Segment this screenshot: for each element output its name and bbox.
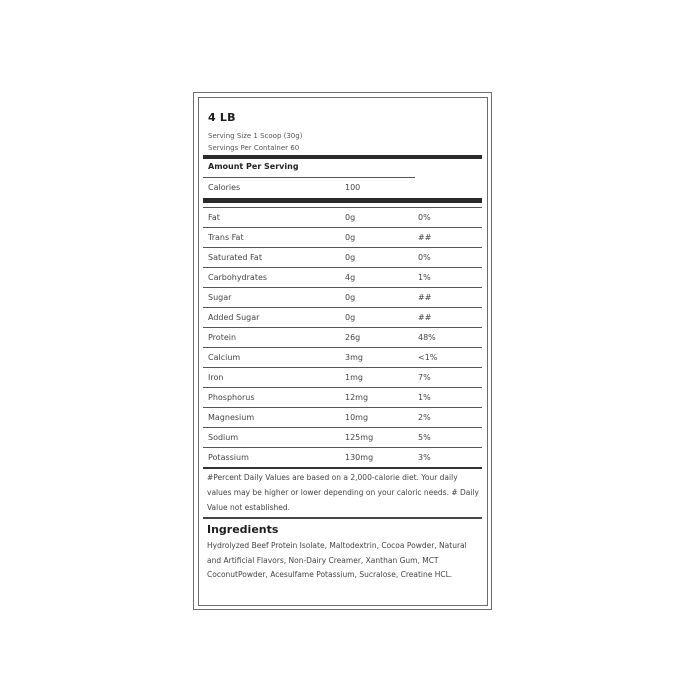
nutrient-daily-value: 0% xyxy=(418,253,431,262)
nutrient-daily-value: ## xyxy=(418,313,432,322)
nutrient-amount: 130mg xyxy=(345,453,374,462)
amount-underline xyxy=(203,177,415,178)
calories-label: Calories xyxy=(208,183,241,192)
nutrient-amount: 0g xyxy=(345,313,356,322)
nutrient-amount: 0g xyxy=(345,213,356,222)
nutrient-daily-value: 1% xyxy=(418,273,431,282)
divider-footnote xyxy=(203,517,482,519)
nutrient-name: Fat xyxy=(208,213,220,222)
row-divider xyxy=(203,347,482,348)
divider-thick-top xyxy=(203,155,482,159)
servings-per-container: Servings Per Container 60 xyxy=(208,144,300,152)
calories-value: 100 xyxy=(345,183,361,192)
nutrient-amount: 3mg xyxy=(345,353,363,362)
daily-value-footnote: #Percent Daily Values are based on a 2,000-calorie diet. Your daily values may be higher or lower depending on your caloric needs. # Daily Value not established. xyxy=(207,473,479,512)
nutrient-amount: 12mg xyxy=(345,393,369,402)
row-divider xyxy=(203,447,482,448)
row-divider xyxy=(203,367,482,368)
row-divider xyxy=(203,407,482,408)
row-divider xyxy=(203,267,482,268)
nutrient-name: Trans Fat xyxy=(208,233,244,242)
nutrient-daily-value: ## xyxy=(418,233,432,242)
divider-thick-calories xyxy=(203,198,482,203)
nutrient-amount: 1mg xyxy=(345,373,363,382)
nutrient-daily-value: 2% xyxy=(418,413,431,422)
ingredients-list: Hydrolyzed Beef Protein Isolate, Maltodextrin, Cocoa Powder, Natural and Artificial Flavors, Non-Dairy Creamer, Xanthan Gum, MCT CoconutPowder, Acesulfame Potassium, Sucralose, Creatine HCL. xyxy=(207,541,467,579)
nutrient-daily-value: ## xyxy=(418,293,432,302)
row-divider xyxy=(203,287,482,288)
nutrient-daily-value: <1% xyxy=(418,353,438,362)
row-divider xyxy=(203,307,482,308)
divider-thin xyxy=(203,207,482,208)
nutrient-amount: 10mg xyxy=(345,413,369,422)
row-divider xyxy=(203,427,482,428)
nutrient-name: Saturated Fat xyxy=(208,253,262,262)
nutrient-amount: 0g xyxy=(345,293,356,302)
ingredients-heading: Ingredients xyxy=(207,523,279,536)
row-divider xyxy=(203,227,482,228)
nutrient-daily-value: 7% xyxy=(418,373,431,382)
nutrient-name: Phosphorus xyxy=(208,393,255,402)
nutrient-name: Calcium xyxy=(208,353,241,362)
nutrient-name: Sugar xyxy=(208,293,232,302)
nutrient-name: Iron xyxy=(208,373,224,382)
row-divider xyxy=(203,467,482,469)
serving-size: Serving Size 1 Scoop (30g) xyxy=(208,132,303,140)
nutrient-amount: 26g xyxy=(345,333,361,342)
row-divider xyxy=(203,387,482,388)
nutrient-amount: 0g xyxy=(345,233,356,242)
nutrient-name: Added Sugar xyxy=(208,313,260,322)
label-title: 4 LB xyxy=(208,111,236,124)
nutrient-amount: 125mg xyxy=(345,433,374,442)
nutrient-daily-value: 0% xyxy=(418,213,431,222)
row-divider xyxy=(203,327,482,328)
nutrient-name: Carbohydrates xyxy=(208,273,268,282)
nutrient-daily-value: 3% xyxy=(418,453,431,462)
nutrient-daily-value: 5% xyxy=(418,433,431,442)
nutrient-daily-value: 1% xyxy=(418,393,431,402)
nutrient-name: Magnesium xyxy=(208,413,255,422)
nutrient-daily-value: 48% xyxy=(418,333,436,342)
row-divider xyxy=(203,247,482,248)
nutrient-amount: 0g xyxy=(345,253,356,262)
nutrient-name: Potassium xyxy=(208,453,249,462)
nutrient-name: Sodium xyxy=(208,433,239,442)
nutrient-amount: 4g xyxy=(345,273,356,282)
amount-per-serving-heading: Amount Per Serving xyxy=(208,162,299,171)
nutrient-name: Protein xyxy=(208,333,237,342)
